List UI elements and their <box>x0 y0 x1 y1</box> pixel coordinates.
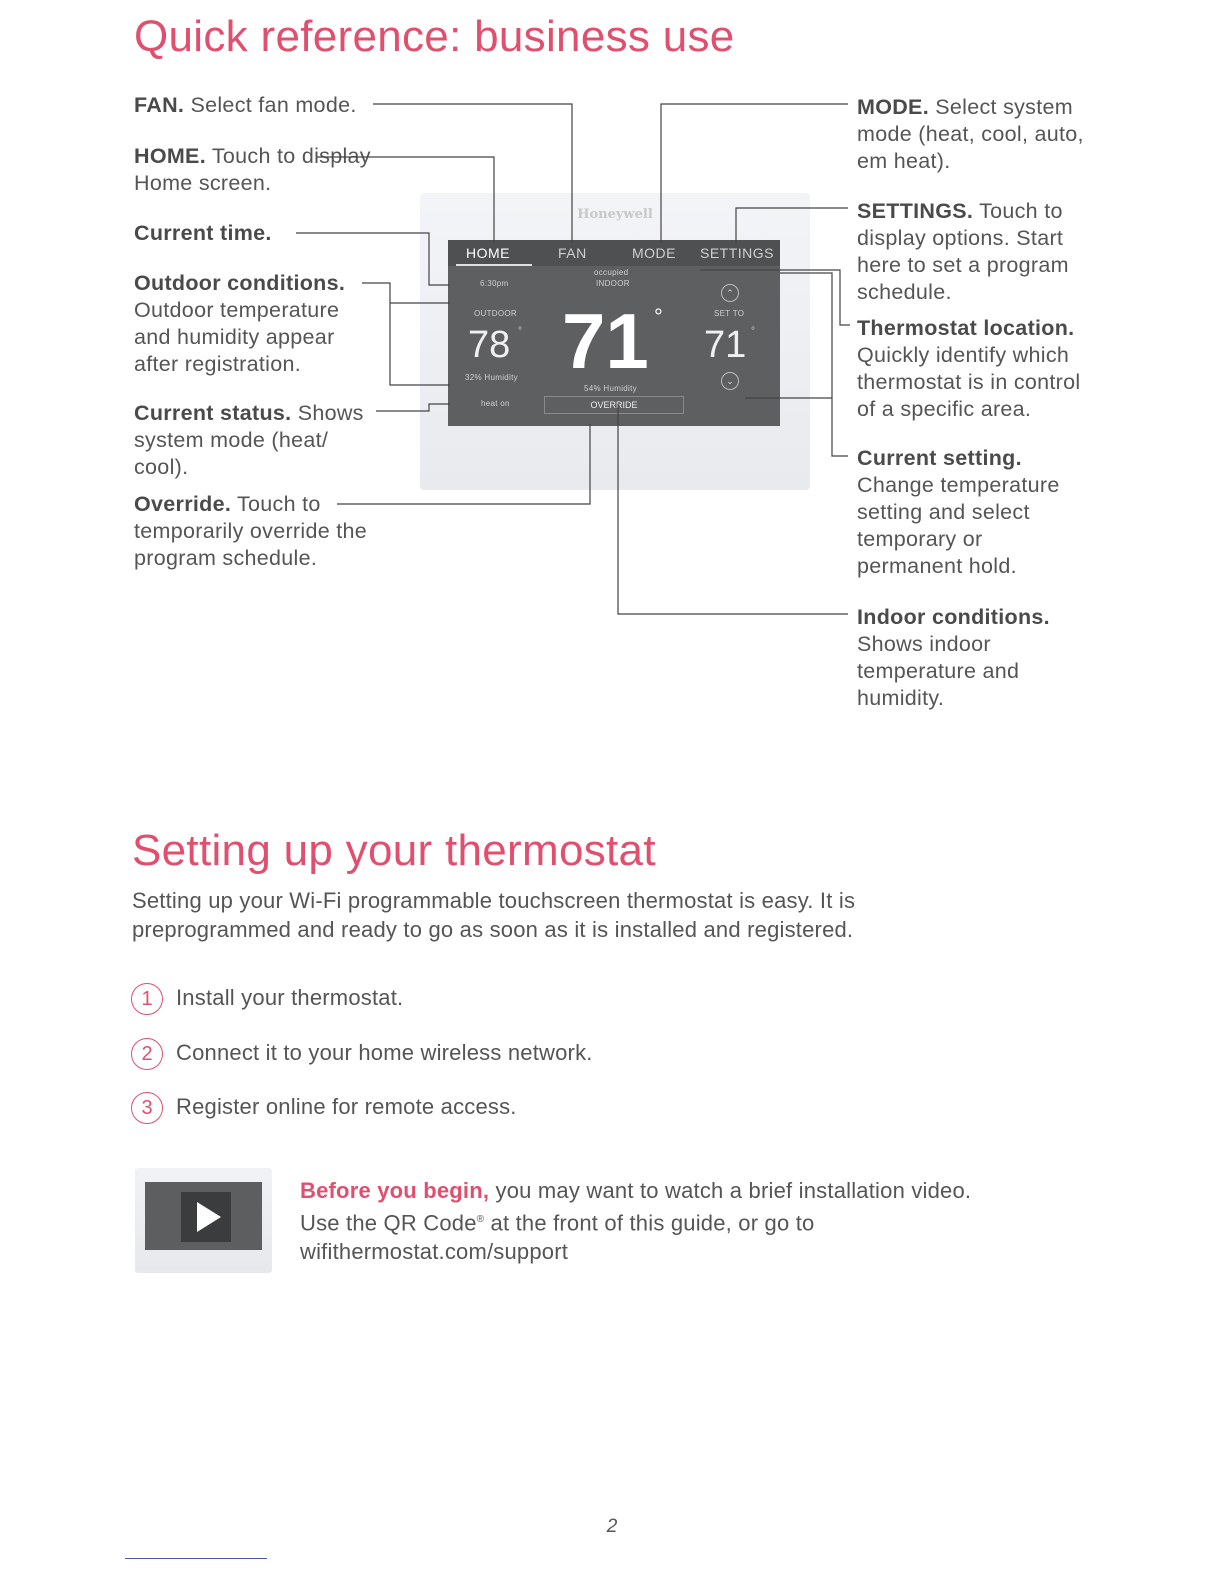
set-temp[interactable]: 71 <box>704 324 747 366</box>
outdoor-temp: 78 <box>468 324 511 366</box>
callout-fan-text: Select fan mode. <box>184 93 357 117</box>
play-button[interactable] <box>181 1192 231 1242</box>
leader-outdoor <box>362 283 450 385</box>
callout-home-label: HOME. <box>134 144 206 168</box>
installation-video-thumbnail[interactable] <box>135 1168 272 1273</box>
callout-home-text: Touch to display Home screen. <box>134 144 371 195</box>
chevron-up-icon: ⌃ <box>726 288 734 298</box>
tab-fan[interactable]: FAN <box>558 245 587 261</box>
callout-setting-label: Current setting. <box>857 446 1022 470</box>
callout-location-label: Thermostat location. <box>857 316 1075 340</box>
set-to-label: SET TO <box>714 309 745 318</box>
leader-fan <box>373 104 572 243</box>
qr-code-text-cont: at the front of this guide, or go to <box>484 1210 815 1236</box>
before-you-begin-label: Before you begin, <box>300 1178 490 1203</box>
callout-location-text: Quickly identify which thermostat is in control of a specific area. <box>857 343 1081 421</box>
outdoor-label: OUTDOOR <box>474 309 517 318</box>
qr-code-text: Use the QR Code <box>300 1210 477 1236</box>
leader-indoor <box>618 404 848 614</box>
play-icon <box>197 1202 221 1232</box>
step-text-2: Connect it to your home wireless network. <box>176 1040 593 1065</box>
location-name: INDOOR <box>596 279 630 288</box>
callout-fan-label: FAN. <box>134 93 185 117</box>
callout-status-text: Shows system mode (heat/ cool). <box>134 401 364 479</box>
setup-title: Setting up your thermostat <box>132 826 656 875</box>
indoor-degree: ° <box>654 304 664 329</box>
tab-home[interactable]: HOME <box>466 245 510 261</box>
callout-indoor-label: Indoor conditions. <box>857 605 1050 629</box>
before-you-begin-text: you may want to watch a brief installation video. <box>489 1178 972 1203</box>
callout-outdoor-label: Outdoor conditions. <box>134 271 346 295</box>
override-button[interactable]: OVERRIDE <box>544 396 684 414</box>
video-preview-screen <box>145 1182 262 1250</box>
leader-settings <box>736 208 848 243</box>
set-degree: ° <box>751 326 756 337</box>
outdoor-degree: ° <box>518 326 523 337</box>
step-text-1: Install your thermostat. <box>176 985 404 1010</box>
outdoor-humidity: 32% Humidity <box>465 373 518 382</box>
current-time: 6:30pm <box>480 279 509 288</box>
callout-mode-label: MODE. <box>857 95 929 119</box>
leader-override <box>337 424 590 504</box>
leader-location <box>700 270 850 325</box>
tab-settings[interactable]: SETTINGS <box>700 245 775 261</box>
location-status: occupied <box>594 268 629 277</box>
callout-mode-text: Select system mode (heat, cool, auto, em heat). <box>857 95 1084 173</box>
callout-setting-text: Change temperature setting and select temporary or permanent hold. <box>857 473 1060 578</box>
leader-mode <box>661 104 848 243</box>
quick-reference-title: Quick reference: business use <box>134 12 735 61</box>
step-number-2: 2 <box>131 1038 163 1070</box>
leader-setting <box>780 273 848 456</box>
callout-indoor-text: Shows indoor temperature and humidity. <box>857 632 1020 710</box>
before-you-begin <box>300 1176 971 1266</box>
honeywell-logo: Honeywell <box>577 207 653 222</box>
leader-time <box>296 233 450 285</box>
callout-outdoor-text: Outdoor temperature and humidity appear after registration. <box>134 298 340 376</box>
indoor-humidity: 54% Humidity <box>584 384 637 393</box>
callout-status-label: Current status. <box>134 401 292 425</box>
tab-mode[interactable]: MODE <box>632 245 676 261</box>
callout-settings-text: Touch to display options. Start here to set a program schedule. <box>857 199 1069 304</box>
step-text-3: Register online for remote access. <box>176 1094 517 1119</box>
callout-override-label: Override. <box>134 492 232 516</box>
page-number: 2 <box>606 1516 618 1537</box>
callout-current-time-label: Current time. <box>134 221 272 245</box>
registered-mark: ® <box>476 1214 485 1225</box>
callout-settings-label: SETTINGS. <box>857 199 974 223</box>
callout-leader-lines <box>0 0 1224 760</box>
leader-status <box>376 404 450 411</box>
support-url[interactable]: wifithermostat.com/support <box>300 1239 569 1265</box>
system-status: heat on <box>481 399 510 408</box>
callout-override-text: Touch to temporarily override the program schedule. <box>134 492 368 570</box>
indoor-temp: 71 <box>562 297 649 385</box>
chevron-down-icon: ⌄ <box>726 376 734 386</box>
leader-home <box>317 157 494 243</box>
step-number-3: 3 <box>131 1092 163 1124</box>
footer-rule <box>125 1558 267 1559</box>
step-number-1: 1 <box>131 983 163 1015</box>
setup-intro: Setting up your Wi-Fi programmable touchscreen thermostat is easy. It is preprogrammed and ready to go as soon as it is installed and registered. <box>132 888 856 942</box>
